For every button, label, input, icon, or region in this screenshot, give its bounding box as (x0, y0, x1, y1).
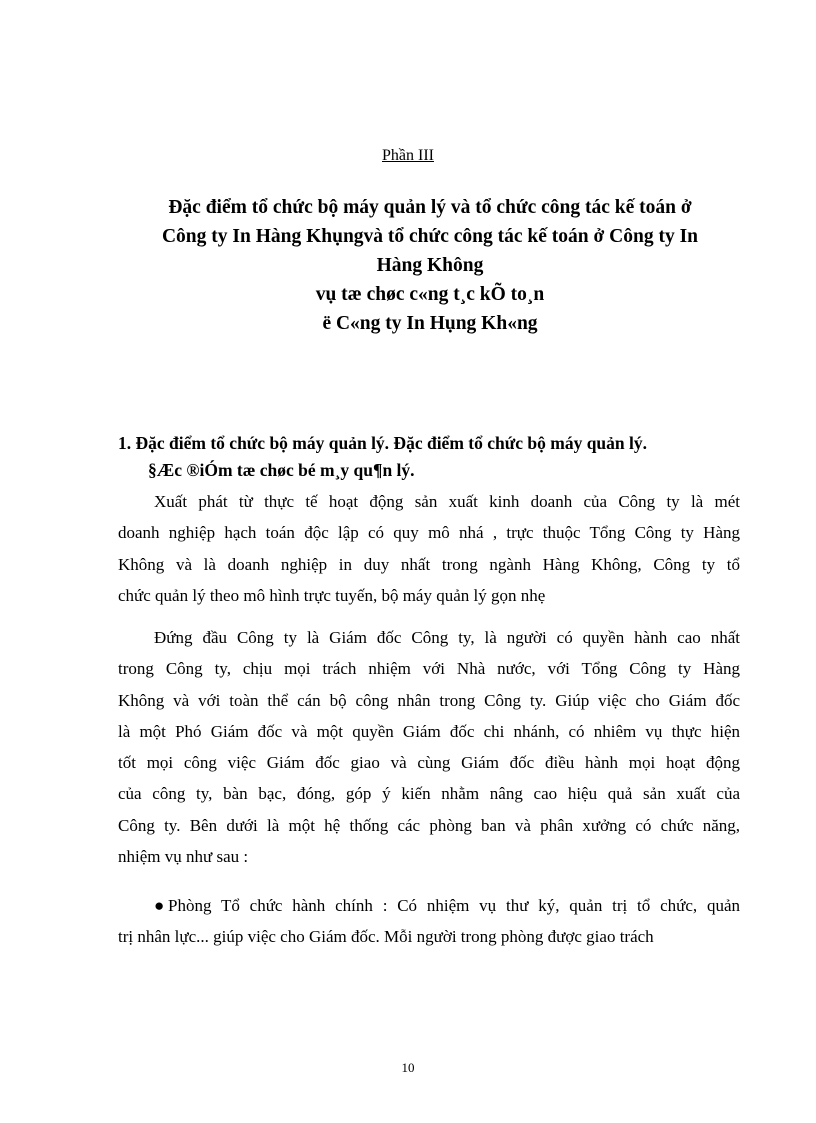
paragraph-3 (118, 890, 740, 953)
section-heading (118, 430, 647, 484)
title-line: Hàng Không (376, 255, 484, 276)
paragraph-line: chức quản lý theo mô hình trực tuyến, bộ máy quản lý gọn nhẹ (118, 585, 546, 605)
title-line: Công ty In Hàng Khụngvà tổ chức công tác kế toán ở Công ty In (161, 226, 699, 247)
paragraph-line (118, 890, 740, 921)
paragraph-2 (118, 622, 740, 872)
document-title (100, 193, 760, 338)
title-line: ë C«ng ty In Hụng Kh«ng (322, 313, 538, 334)
paragraph-1 (118, 486, 740, 611)
paragraph-line: là một Phó Giám đốc và một quyền Giám đốc chi nhánh, có nhiêm vụ thực hiện (118, 721, 740, 741)
section-heading-line: 1. Đặc điểm tổ chức bộ máy quản lý. Đặc điểm tổ chức bộ máy quản lý. (118, 433, 647, 453)
page-number: 10 (401, 1060, 415, 1075)
paragraph-line: Không và với toàn thể cán bộ công nhân trong Công ty. Giúp việc cho Giám đốc (118, 690, 740, 710)
paragraph-line: trong Công ty, chịu mọi trách nhiệm với Nhà nước, với Tổng Công ty Hàng (118, 659, 740, 679)
paragraph-line: Không và là doanh nghiệp in duy nhất trong ngành Hàng Không, Công ty tổ (118, 554, 740, 574)
title-line: vụ tæ chøc c«ng t¸c kÕ to¸n (315, 284, 545, 305)
paragraph-line: Đứng đầu Công ty là Giám đốc Công ty, là người có quyền hành cao nhất (154, 628, 740, 647)
paragraph-line: tốt mọi công việc Giám đốc giao và cùng Giám đốc điều hành mọi hoạt động (118, 753, 740, 773)
title-line: Đặc điểm tổ chức bộ máy quản lý và tổ chức công tác kế toán ở (168, 197, 692, 218)
paragraph-line: Xuất phát từ thực tế hoạt động sản xuất kinh doanh của Công ty là mét (154, 492, 740, 511)
paragraph-line: Công ty. Bên dưới là một hệ thống các phòng ban và phân xưởng có chức năng, (118, 815, 740, 835)
paragraph-line: trị nhân lực... giúp việc cho Giám đốc. Mỗi người trong phòng được giao trách (118, 927, 654, 947)
bullet-icon: ● (154, 896, 165, 915)
bullet-text: Phòng Tổ chức hành chính : Có nhiệm vụ thư ký, quản trị tổ chức, quản (168, 896, 740, 915)
part-label: Phần III (382, 147, 434, 164)
paragraph-line: doanh nghiệp hạch toán độc lập có quy mô nhá , trực thuộc Tổng Công ty Hàng (118, 523, 740, 543)
paragraph-line: của công ty, bàn bạc, đóng, góp ý kiến nhằm nâng cao hiệu quả sản xuất của (118, 784, 740, 804)
section-heading-line: §Æc ®iÓm tæ chøc bé m¸y qu¶n lý. (148, 460, 415, 480)
paragraph-line: nhiệm vụ như sau : (118, 847, 249, 867)
